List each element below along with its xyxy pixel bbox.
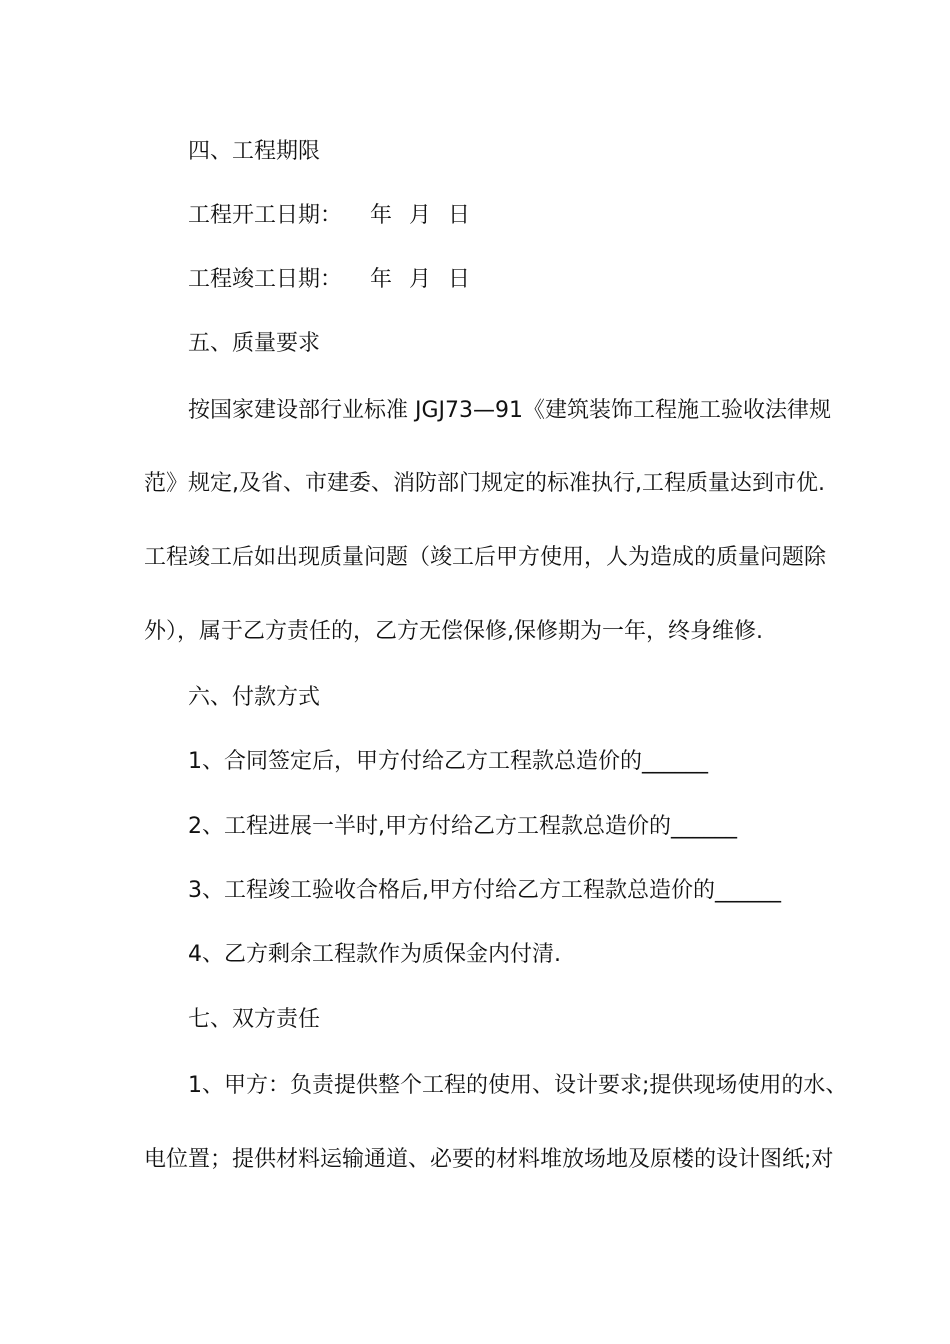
quality-paragraph-line-4: 外），属于乙方责任的，乙方无偿保修,保修期为一年，终身维修. <box>144 619 763 644</box>
start-date-value: 年 月 日 <box>370 203 470 228</box>
quality-paragraph-line-2: 范》规定,及省、市建委、消防部门规定的标准执行,工程质量达到市优. <box>144 471 825 496</box>
responsibility-item-1-line-1: 1、甲方：负责提供整个工程的使用、设计要求;提供现场使用的水、 <box>188 1073 848 1098</box>
payment-item-1: 1、合同签定后，甲方付给乙方工程款总造价的______ <box>188 749 708 774</box>
section-heading-term: 四、工程期限 <box>188 139 321 164</box>
responsibility-item-1-line-2: 电位置；提供材料运输通道、必要的材料堆放场地及原楼的设计图纸;对 <box>144 1147 834 1172</box>
section-heading-responsibilities: 七、双方责任 <box>188 1007 321 1032</box>
payment-item-3: 3、工程竣工验收合格后,甲方付给乙方工程款总造价的______ <box>188 878 781 903</box>
payment-item-2: 2、工程进展一半时,甲方付给乙方工程款总造价的______ <box>188 814 737 839</box>
quality-paragraph-line-3: 工程竣工后如出现质量问题（竣工后甲方使用，人为造成的质量问题除 <box>144 545 827 570</box>
end-date-row <box>188 265 860 295</box>
end-date-label: 工程竣工日期： <box>188 267 343 292</box>
section-heading-payment: 六、付款方式 <box>188 685 321 710</box>
end-date-value: 年 月 日 <box>370 267 470 292</box>
section-heading-quality: 五、质量要求 <box>188 331 321 356</box>
payment-item-4: 4、乙方剩余工程款作为质保金内付清. <box>188 942 561 967</box>
start-date-label: 工程开工日期： <box>188 203 343 228</box>
start-date-row <box>188 201 860 231</box>
quality-paragraph-line-1: 按国家建设部行业标准 JGJ73—91《建筑装饰工程施工验收法律规 <box>188 398 832 423</box>
